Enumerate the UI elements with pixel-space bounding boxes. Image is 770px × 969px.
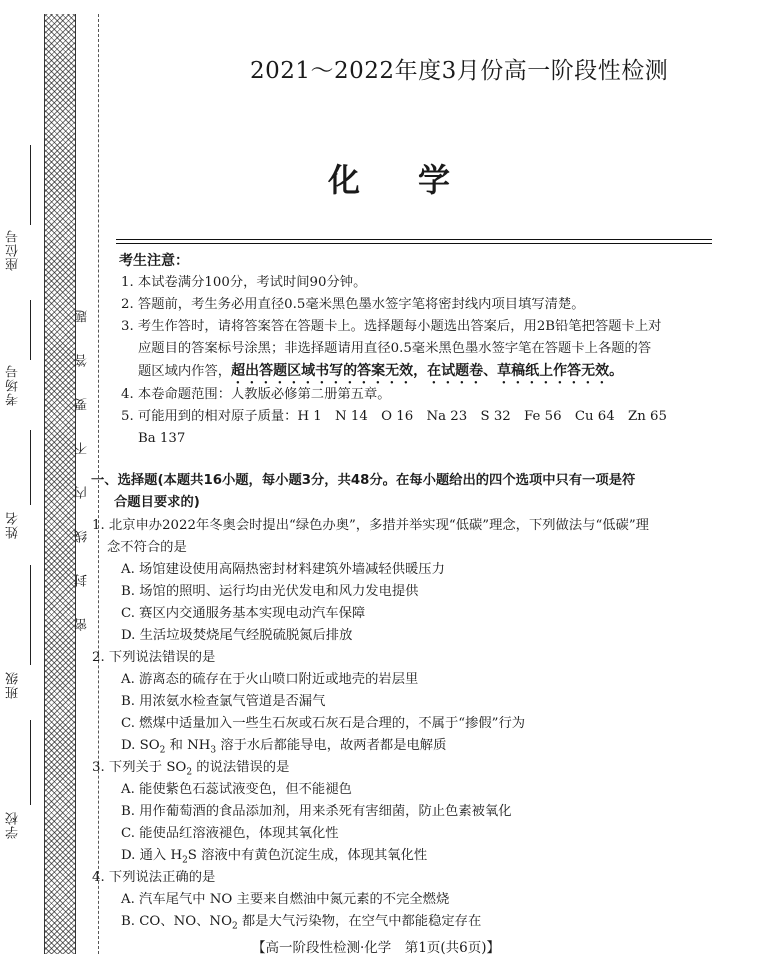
subscript: 2: [186, 767, 193, 778]
text: 溶于水后都能导电，故两者都是电解质: [216, 738, 447, 753]
option-a: A. 能使紫色石蕊试液变色，但不能褪色: [121, 782, 352, 797]
section-heading-cont: 合题目要求的): [114, 495, 200, 510]
option-b: B. 场馆的照明、运行均由光伏发电和风力发电提供: [121, 584, 419, 599]
question-stem: 1. 北京申办2022年冬奥会时提出“绿色办奥”，多措并举实现“低碳”理念，下列做法与“低碳”理: [92, 518, 649, 533]
option-b: B. 用浓氨水检查氯气管道是否漏气: [121, 694, 326, 709]
divider: [116, 239, 712, 240]
binding-strip: [44, 14, 76, 954]
option-d: [121, 846, 427, 871]
option-d: [121, 736, 446, 761]
seal-char: 内: [75, 486, 90, 499]
text: S 溶液中有黄色沉淀生成，体现其氧化性: [187, 848, 428, 863]
text: D. 通入 H: [121, 848, 183, 863]
notice-heading: 考生注意：: [119, 253, 189, 269]
school-label: 学校: [6, 811, 21, 839]
subject-title: 化学: [328, 161, 509, 199]
seal-char: 不: [75, 442, 90, 455]
text: B. CO、NO、NO: [121, 914, 232, 929]
subscript: 3: [210, 745, 217, 756]
option-a: A. 场馆建设使用高隔热密封材料建筑外墙减轻供暖压力: [121, 562, 445, 577]
class-field-line: [30, 565, 31, 665]
text: 的说法错误的是: [192, 760, 290, 775]
notice-item: 应题目的答案标号涂黑；非选择题请用直径0.5毫米黑色墨水签字笔在答题卡上各题的答: [138, 341, 652, 356]
text: 3. 下列关于 SO: [92, 760, 187, 775]
text: 都是大气污染物，在空气中都能稳定存在: [237, 914, 482, 929]
seal-char: 答: [75, 354, 90, 367]
question-stem: 4. 下列说法正确的是: [92, 870, 216, 885]
notice-item: 3. 考生作答时，请将答案答在答题卡上。选择题每小题选出答案后，用2B铅笔把答题卡上对: [121, 319, 662, 334]
class-label: 班级: [6, 671, 21, 699]
name-label: 姓名: [6, 511, 21, 539]
seal-char: 线: [75, 530, 90, 543]
option-a: A. 游离态的硫存在于火山喷口附近或地壳的岩层里: [121, 672, 419, 687]
option-d: D. 生活垃圾焚烧尾气经脱硫脱氮后排放: [121, 628, 353, 643]
name-field-line: [30, 430, 31, 505]
seal-char: 封: [75, 574, 90, 587]
seal-char: 题: [75, 310, 90, 323]
text: D. SO: [121, 738, 160, 753]
seat-number-label: 座位号: [6, 229, 21, 271]
notice-item: 2. 答题前，考生务必用直径0.5毫米黑色墨水签字笔将密封线内项目填写清楚。: [121, 297, 585, 312]
question-stem: 2. 下列说法错误的是: [92, 650, 216, 665]
notice-item: 4. 本卷命题范围：人教版必修第二册第五章。: [121, 387, 391, 402]
notice-item: 1. 本试卷满分100分，考试时间90分钟。: [121, 275, 367, 290]
notice-item-text: 题区域内作答，: [138, 364, 232, 379]
exam-title: 2021～2022年度3月份高一阶段性检测: [250, 58, 669, 84]
question-stem-cont: 念不符合的是: [107, 540, 187, 555]
seat-field-line: [30, 145, 31, 225]
subscript: 2: [159, 745, 166, 756]
notice-item: Ba 137: [138, 431, 186, 446]
option-a: A. 汽车尾气中 NO 主要来自燃油中氮元素的不完全燃烧: [121, 892, 450, 907]
option-b: B. 用作葡萄酒的食品添加剂，用来杀死有害细菌，防止色素被氧化: [121, 804, 512, 819]
divider: [116, 243, 712, 244]
seal-char: 要: [75, 398, 90, 411]
option-b: [121, 912, 481, 937]
option-c: C. 燃煤中适量加入一些生石灰或石灰石是合理的，不属于“掺假”行为: [121, 716, 526, 731]
subscript: 2: [231, 921, 238, 932]
section-heading: 一、选择题(本题共16小题，每小题3分，共48分。在每小题给出的四个选项中只有一项是符: [91, 473, 636, 488]
school-field-line: [30, 720, 31, 805]
emphasized-warning: 超出答题区域书写的答案无效，在试题卷、草稿纸上作答无效。: [231, 363, 624, 379]
page-footer: 【高一阶段性检测·化学 第1页(共6页)】: [252, 940, 501, 956]
subscript: 2: [182, 855, 188, 866]
question-stem: [92, 758, 289, 783]
notice-item: 5. 可能用到的相对原子质量：H 1 N 14 O 16 Na 23 S 32 Fe 56 Cu 64 Zn 65: [121, 409, 667, 424]
seal-char: 密: [75, 618, 90, 631]
exam-room-label: 考场号: [6, 364, 21, 406]
text: 和 NH: [165, 738, 211, 753]
option-c: C. 赛区内交通服务基本实现电动汽车保障: [121, 606, 366, 621]
room-field-line: [30, 300, 31, 360]
notice-item: [138, 361, 623, 387]
option-c: C. 能使品红溶液褪色，体现其氧化性: [121, 826, 339, 841]
